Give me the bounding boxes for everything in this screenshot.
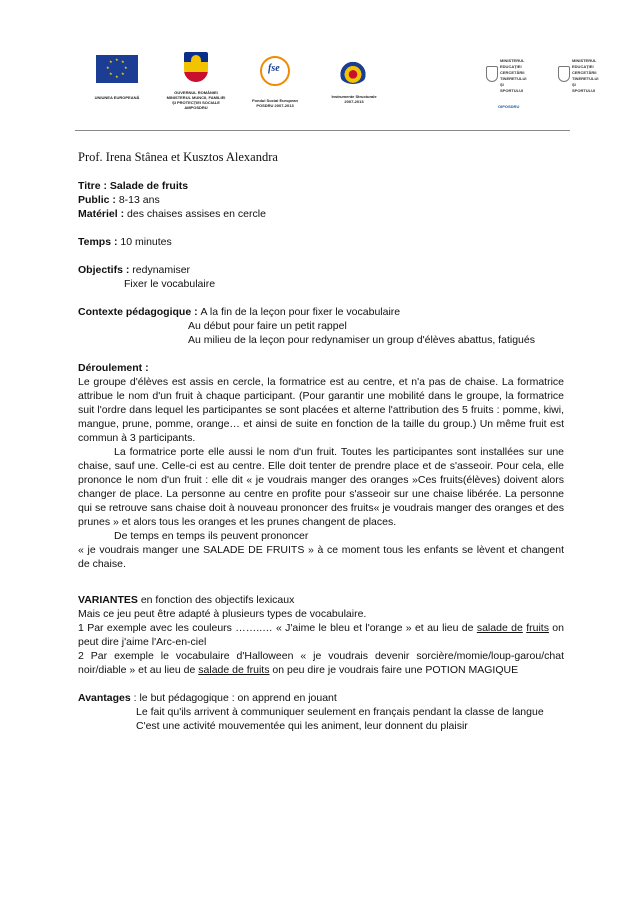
titre-line — [78, 179, 564, 193]
deroulement-paragraph-3: De temps en temps ils peuvent prononcer — [114, 530, 309, 542]
public-line — [78, 193, 564, 207]
gov-caption-4: AMPOSDRU — [184, 105, 208, 110]
avantage-2: Le fait qu'ils arrivent à communiquer seulement en français pendant la classe de langue — [136, 706, 544, 718]
temps-label: Temps : — [78, 236, 121, 248]
variantes-label: VARIANTES — [78, 594, 138, 606]
fse-icon — [260, 56, 290, 86]
eu-logo — [88, 55, 146, 100]
ministry-logo-1 — [486, 58, 534, 109]
ministry-line: MINISTERUL — [572, 58, 597, 63]
ministry-line: ȘI SPORTULUI — [500, 82, 524, 93]
ministry-seal-icon — [486, 66, 498, 82]
public-value: 8-13 ans — [118, 194, 160, 206]
instrumente-structurale-icon — [334, 58, 374, 84]
contexte-3: Au milieu de la leçon pour redynamiser un group d'élèves abattus, fatigués — [188, 334, 535, 346]
variante-2-text-a: 2 Par exemple le vocabulaire d'Halloween « je voudrais devenir sorcière/momie/loup-garou/chat noir/diable » et au lieu de — [78, 650, 564, 676]
titre-value: Salade de fruits — [109, 180, 189, 192]
objectifs-label: Objectifs : — [78, 264, 133, 276]
avantages-label: Avantages — [78, 692, 131, 704]
avantage-1: : le but pédagogique : on apprend en jouant — [133, 692, 337, 704]
variante-1 — [78, 621, 564, 649]
variante-1-text-b: on peut dire j'aime l'Arc-en-ciel — [78, 622, 564, 648]
gov-caption-2: MINISTERUL MUNCII, FAMILIEI — [166, 95, 226, 100]
variante-2 — [78, 649, 564, 677]
ministry-line: MINISTERUL — [500, 58, 525, 63]
is-caption-1: Instrumente Structurale — [331, 94, 377, 99]
ministry-line: EDUCAȚIEI — [572, 64, 594, 69]
gov-caption-3: ŞI PROTECŢIEI SOCIALE — [172, 100, 220, 105]
ministry-emblem — [558, 58, 599, 104]
fse-mark: fse — [268, 63, 280, 74]
ministry-seal-icon — [558, 66, 570, 82]
avantages-line — [78, 691, 564, 705]
logo-header — [0, 0, 638, 135]
contexte-1: A la fin de la leçon pour fixer le vocabulaire — [200, 306, 401, 318]
is-logo — [328, 58, 380, 104]
oiposdru-caption: OIPOSDRU — [498, 104, 520, 109]
ministry-line: ȘI SPORTULUI — [572, 82, 596, 93]
titre-label: Titre : — [78, 180, 110, 192]
gov-logo — [160, 52, 232, 110]
contexte-label: Contexte pédagogique : — [78, 306, 201, 318]
objectif-1: redynamiser — [132, 264, 191, 276]
ministry-line: EDUCAȚIEI — [500, 64, 522, 69]
variantes-subtitle: en fonction des objectifs lexicaux — [137, 594, 295, 606]
variante-2-underline: salade de fruits — [198, 664, 270, 676]
gov-caption-1: GUVERNUL ROMÂNIEI — [174, 90, 218, 95]
temps-line — [78, 235, 564, 249]
eu-caption: UNIUNEA EUROPEANĂ — [94, 95, 140, 100]
temps-value: 10 minutes — [120, 236, 172, 248]
is-caption-2: 2007-2013 — [344, 99, 364, 104]
avantage-3: C'est une activité mouvementée qui les animent, leur donnent du plaisir — [136, 720, 468, 732]
deroulement-paragraph-2: La formatrice porte elle aussi le nom d'un fruit. Toutes les participantes sont installées sur une chaise, sauf une. Celle-ci est au centre. Elle doit tenter de prendre place et de s'asseoir. Pour cela, elle prononce le nom d'un fruit : elle dit « je voudrais manger des oranges »Ces fruits(élèves) doivent alors changer de place. La personne au centre en profite pour s'asseoir sur une chaise libérée. La personne qui se retrouve sans chaise doit à nouveau prononcer des fruits« je voudrais manger des oranges et des prunes » et alors tous les oranges et les prunes changent de places. — [78, 446, 564, 528]
fse-logo — [248, 56, 302, 108]
ministry-logo-2 — [558, 58, 606, 104]
deroulement-paragraph-1: Le groupe d'élèves est assis en cercle, la formatrice est au centre, et n'a pas de chaise. La formatrice attribue le nom d'un fruit à chaque participant. (Pour garantir une mobilité dans le groupe, la formatrice suit l'ordre dans lequel les participantes se sont placées et alterne l'attribution des 5 fruits : pomme, kiwi, mangue, prune, pomme, orange… et ainsi de suite en fonction de la taille du group.) Un même fruit est commun à 3 participants. — [78, 376, 564, 444]
document-body — [78, 150, 564, 733]
contexte-line — [78, 305, 564, 319]
objectifs-line — [78, 263, 564, 277]
romania-crest-icon — [184, 52, 208, 82]
variantes-intro: Mais ce jeu peut être adapté à plusieurs types de vocabulaire. — [78, 608, 367, 620]
ministry-line: TINERETULUI — [572, 76, 599, 81]
header-divider — [75, 130, 570, 131]
ministry-line: CERCETĂRII — [572, 70, 597, 75]
variantes-heading — [78, 593, 564, 607]
deroulement-label-text: Déroulement : — [78, 362, 149, 374]
materiel-line — [78, 207, 564, 221]
ministry-line: TINERETULUI — [500, 76, 527, 81]
variante-1-underline-1: salade de — [476, 622, 523, 634]
author-line: Prof. Irena Stânea et Kusztos Alexandra — [78, 150, 278, 164]
public-label: Public : — [78, 194, 119, 206]
ministry-emblem — [486, 58, 527, 104]
variante-2-text-b: on peu dire je voudrais faire une POTION MAGIQUE — [269, 664, 519, 676]
variante-1-underline-2: fruits — [526, 622, 549, 634]
deroulement-paragraph-4: « je voudrais manger une SALADE DE FRUITS » à ce moment tous les enfants se lèvent et changent de chaise. — [78, 544, 564, 570]
eu-flag-icon: ★ ★ ★ ★ ★ ★ ★ ★ — [96, 55, 138, 83]
materiel-value: des chaises assises en cercle — [127, 208, 266, 220]
ministry-text — [572, 58, 598, 94]
variante-1-text-a: 1 Par exemple avec les couleurs ……..… « J'aime le bleu et l'orange » et au lieu de — [78, 622, 477, 634]
fse-caption-1: Fondul Social European — [252, 98, 298, 103]
contexte-2: Au début pour faire un petit rappel — [188, 320, 347, 332]
objectif-2: Fixer le vocabulaire — [124, 278, 216, 290]
ministry-text — [500, 58, 526, 94]
fse-caption-2: POSDRU 2007-2013 — [256, 103, 294, 108]
ministry-line: CERCETĂRII — [500, 70, 525, 75]
materiel-label: Matériel : — [78, 208, 128, 220]
deroulement-label — [78, 361, 564, 375]
